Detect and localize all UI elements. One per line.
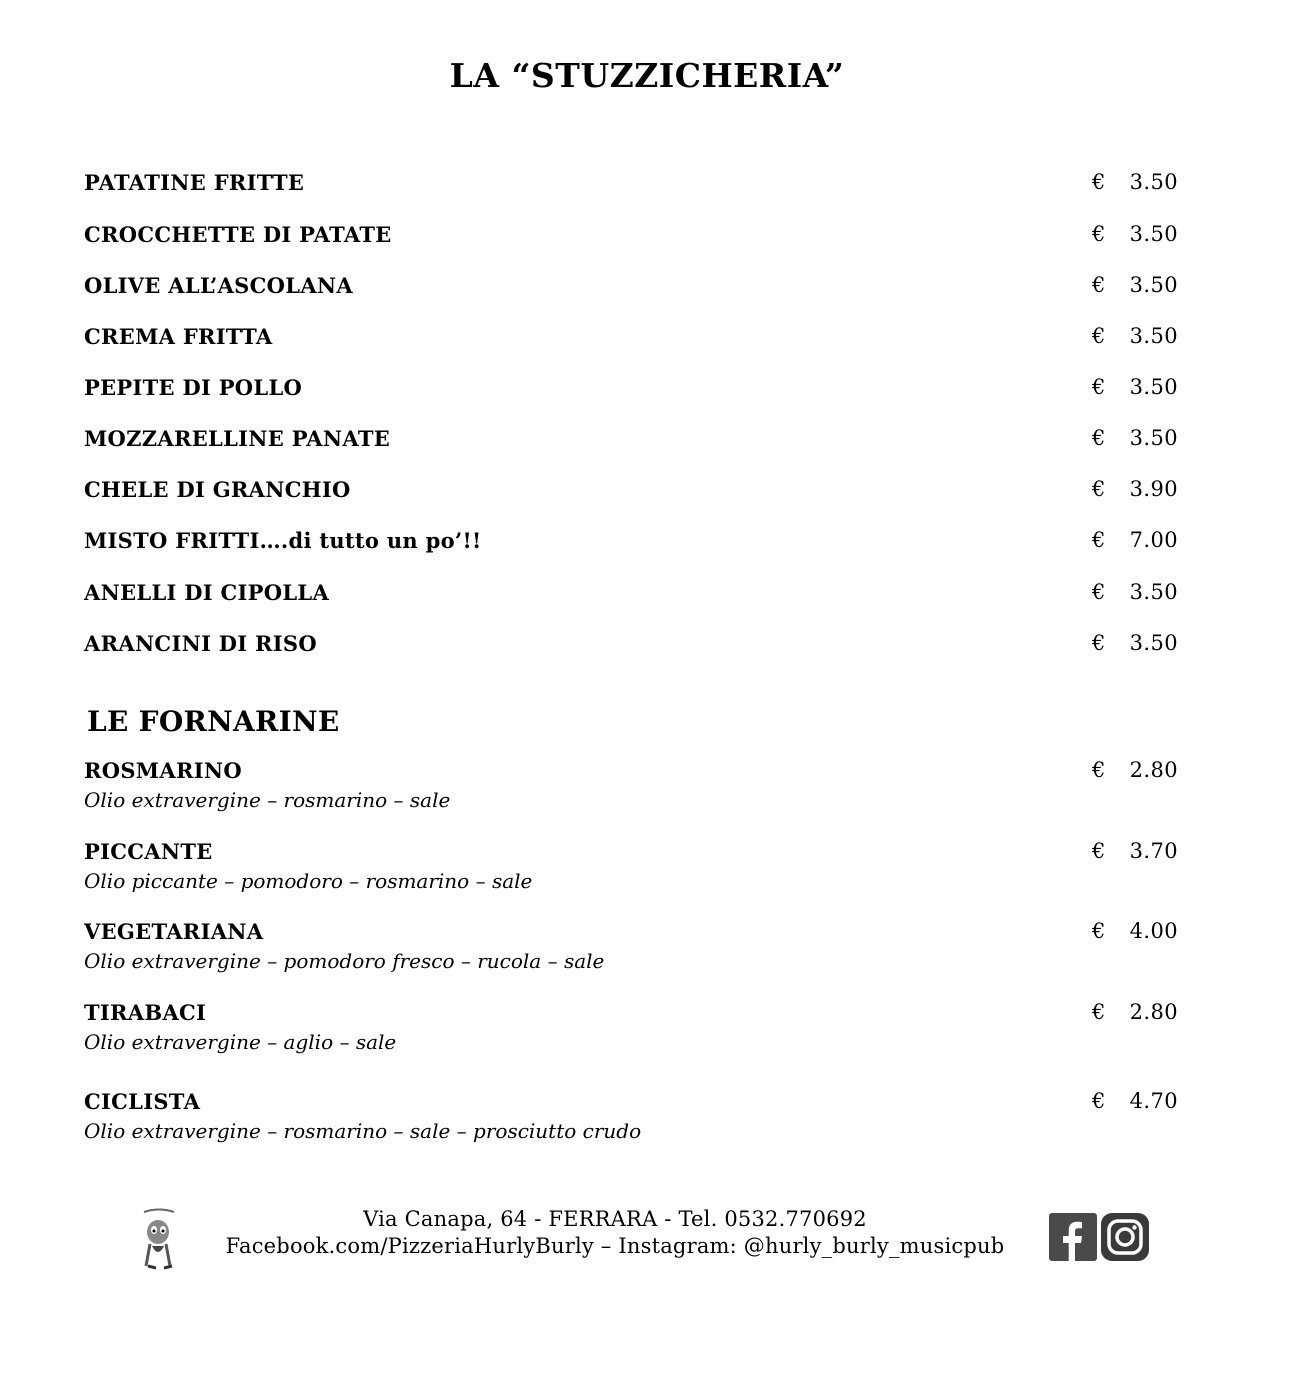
item-price: 3.50 bbox=[1129, 631, 1178, 655]
item-name: VEGETARIANA bbox=[84, 919, 264, 944]
item-price: 3.70 bbox=[1129, 839, 1178, 863]
menu-item bbox=[84, 426, 1184, 466]
menu-item bbox=[84, 324, 1184, 364]
item-price: 7.00 bbox=[1129, 528, 1178, 552]
item-description: Olio extravergine – pomodoro fresco – rucola – sale bbox=[84, 949, 605, 973]
menu-item bbox=[84, 170, 1184, 210]
item-name: MISTO FRITTI….di tutto un po’!! bbox=[84, 528, 482, 553]
footer bbox=[190, 1206, 1040, 1260]
item-name: CICLISTA bbox=[84, 1089, 201, 1114]
menu-item bbox=[84, 1000, 1184, 1062]
item-currency: € bbox=[1092, 919, 1106, 943]
item-name: PICCANTE bbox=[84, 839, 213, 864]
item-name: PEPITE DI POLLO bbox=[84, 375, 303, 400]
item-currency: € bbox=[1092, 477, 1106, 501]
item-price: 4.00 bbox=[1129, 919, 1178, 943]
item-currency: € bbox=[1092, 528, 1106, 552]
item-name: ANELLI DI CIPOLLA bbox=[84, 580, 330, 605]
item-name: CREMA FRITTA bbox=[84, 324, 273, 349]
item-currency: € bbox=[1092, 375, 1106, 399]
menu-item bbox=[84, 580, 1184, 620]
menu-item bbox=[84, 273, 1184, 313]
item-currency: € bbox=[1092, 839, 1106, 863]
menu-item bbox=[84, 222, 1184, 262]
item-description: Olio extravergine – aglio – sale bbox=[84, 1030, 397, 1054]
item-price: 3.50 bbox=[1129, 324, 1178, 348]
item-currency: € bbox=[1092, 631, 1106, 655]
item-name: OLIVE ALL’ASCOLANA bbox=[84, 273, 354, 298]
menu-item bbox=[84, 758, 1184, 820]
menu-item bbox=[84, 919, 1184, 981]
item-price: 2.80 bbox=[1129, 1000, 1178, 1024]
menu-item bbox=[84, 839, 1184, 901]
item-currency: € bbox=[1092, 580, 1106, 604]
pub-logo-icon bbox=[136, 1206, 182, 1272]
item-name: TIRABACI bbox=[84, 1000, 207, 1025]
item-currency: € bbox=[1092, 324, 1106, 348]
item-currency: € bbox=[1092, 758, 1106, 782]
item-currency: € bbox=[1092, 1089, 1106, 1113]
instagram-icon bbox=[1101, 1213, 1149, 1261]
footer-address: Via Canapa, 64 - FERRARA - Tel. 0532.770692 bbox=[363, 1207, 867, 1231]
facebook-icon bbox=[1049, 1213, 1097, 1261]
page-title: LA “STUZZICHERIA” bbox=[449, 56, 845, 95]
item-price: 3.50 bbox=[1129, 222, 1178, 246]
item-price: 3.50 bbox=[1129, 426, 1178, 450]
menu-item bbox=[84, 1089, 1184, 1151]
item-price: 4.70 bbox=[1129, 1089, 1178, 1113]
menu-item bbox=[84, 528, 1184, 568]
item-currency: € bbox=[1092, 1000, 1106, 1024]
item-description: Olio extravergine – rosmarino – sale bbox=[84, 788, 451, 812]
item-name: PATATINE FRITTE bbox=[84, 170, 305, 195]
menu-item bbox=[84, 375, 1184, 415]
item-currency: € bbox=[1092, 426, 1106, 450]
item-description: Olio piccante – pomodoro – rosmarino – sale bbox=[84, 869, 533, 893]
item-price: 2.80 bbox=[1129, 758, 1178, 782]
item-currency: € bbox=[1092, 222, 1106, 246]
item-name: ROSMARINO bbox=[84, 758, 242, 783]
item-currency: € bbox=[1092, 170, 1106, 194]
footer-social: Facebook.com/PizzeriaHurlyBurly – Instagram: @hurly_burly_musicpub bbox=[225, 1234, 1005, 1258]
item-name: CHELE DI GRANCHIO bbox=[84, 477, 351, 502]
menu-item bbox=[84, 477, 1184, 517]
item-name: ARANCINI DI RISO bbox=[84, 631, 317, 656]
item-price: 3.50 bbox=[1129, 273, 1178, 297]
item-name: CROCCHETTE DI PATATE bbox=[84, 222, 392, 247]
menu-item bbox=[84, 631, 1184, 671]
item-price: 3.50 bbox=[1129, 375, 1178, 399]
item-name: MOZZARELLINE PANATE bbox=[84, 426, 391, 451]
item-price: 3.90 bbox=[1129, 477, 1178, 501]
item-currency: € bbox=[1092, 273, 1106, 297]
item-price: 3.50 bbox=[1129, 170, 1178, 194]
item-price: 3.50 bbox=[1129, 580, 1178, 604]
item-description: Olio extravergine – rosmarino – sale – prosciutto crudo bbox=[84, 1119, 642, 1143]
section-title: LE FORNARINE bbox=[87, 705, 340, 738]
